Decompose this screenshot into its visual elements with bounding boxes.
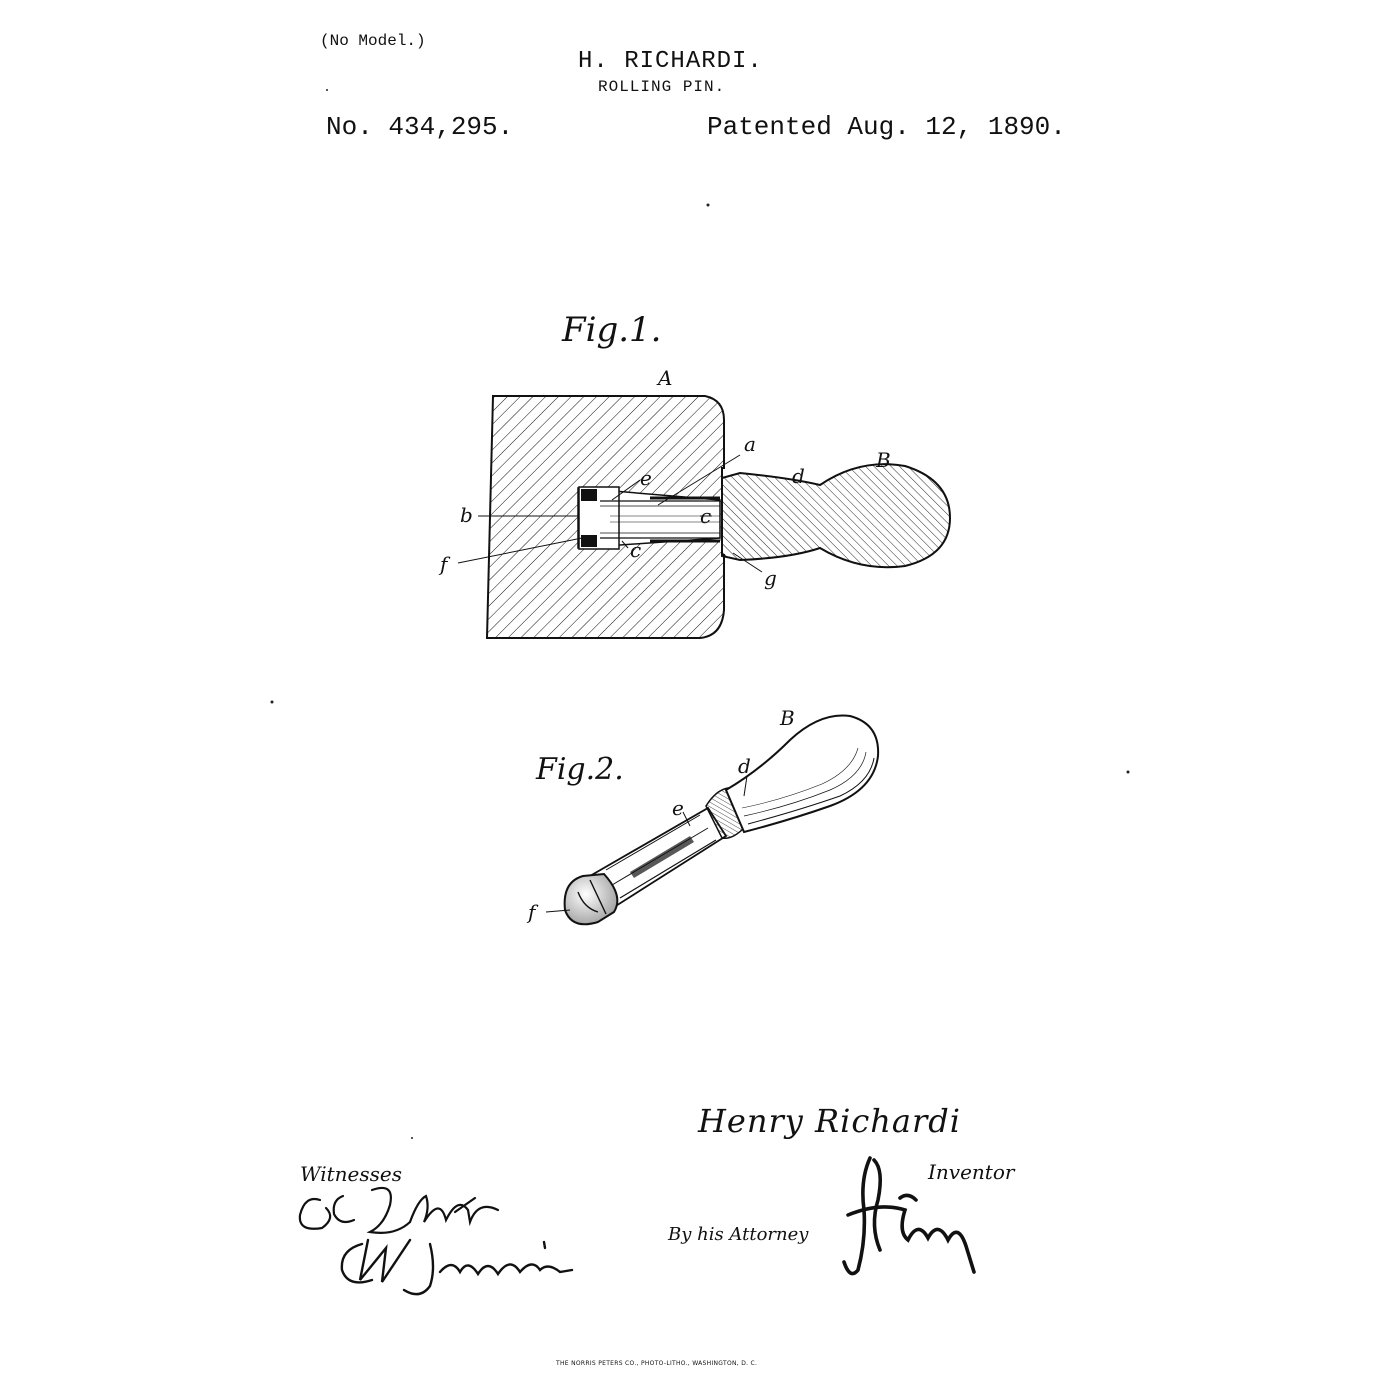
fig2-label-B: B (780, 706, 795, 730)
fig1-label-e: e (640, 466, 652, 490)
inventor-signed-name: Henry Richardi (698, 1102, 961, 1140)
fig1-label-d: d (792, 464, 805, 488)
fig2-perspective-view (546, 716, 878, 925)
fig1-label-f: f (440, 552, 448, 576)
witnesses-label: Witnesses (300, 1162, 402, 1186)
fig1-label-A: A (658, 366, 673, 390)
fig2-label-e: e (672, 796, 684, 820)
attorney-label: By his Attorney (668, 1224, 809, 1245)
fig1-caption: Fig.1. (562, 310, 662, 350)
fig1-label-b: b (460, 503, 473, 527)
printer-credit: THE NORRIS PETERS CO., PHOTO-LITHO., WASHINGTON, D. C. (556, 1360, 758, 1367)
inventor-label: Inventor (928, 1160, 1015, 1184)
witness-2-signature (342, 1240, 572, 1294)
fig2-caption: Fig.2. (536, 752, 624, 787)
no-model-note: (No Model.) (320, 32, 426, 50)
fig2-label-f: f (528, 900, 536, 924)
invention-title: ROLLING PIN. (598, 78, 726, 96)
handle-section (722, 464, 950, 567)
fig2-label-d: d (738, 754, 751, 778)
fig1-label-g: g (764, 566, 777, 590)
fig1-label-c-upper: c (700, 504, 712, 528)
patent-date: Patented Aug. 12, 1890. (707, 112, 1066, 142)
inventor-name-header: H. RICHARDI. (578, 48, 763, 75)
fig1-label-c-lower: c (630, 538, 642, 562)
witness-1-signature (300, 1188, 498, 1233)
fig1-label-a: a (744, 432, 756, 456)
patent-number: No. 434,295. (326, 112, 514, 142)
fig1-label-B: B (876, 448, 891, 472)
